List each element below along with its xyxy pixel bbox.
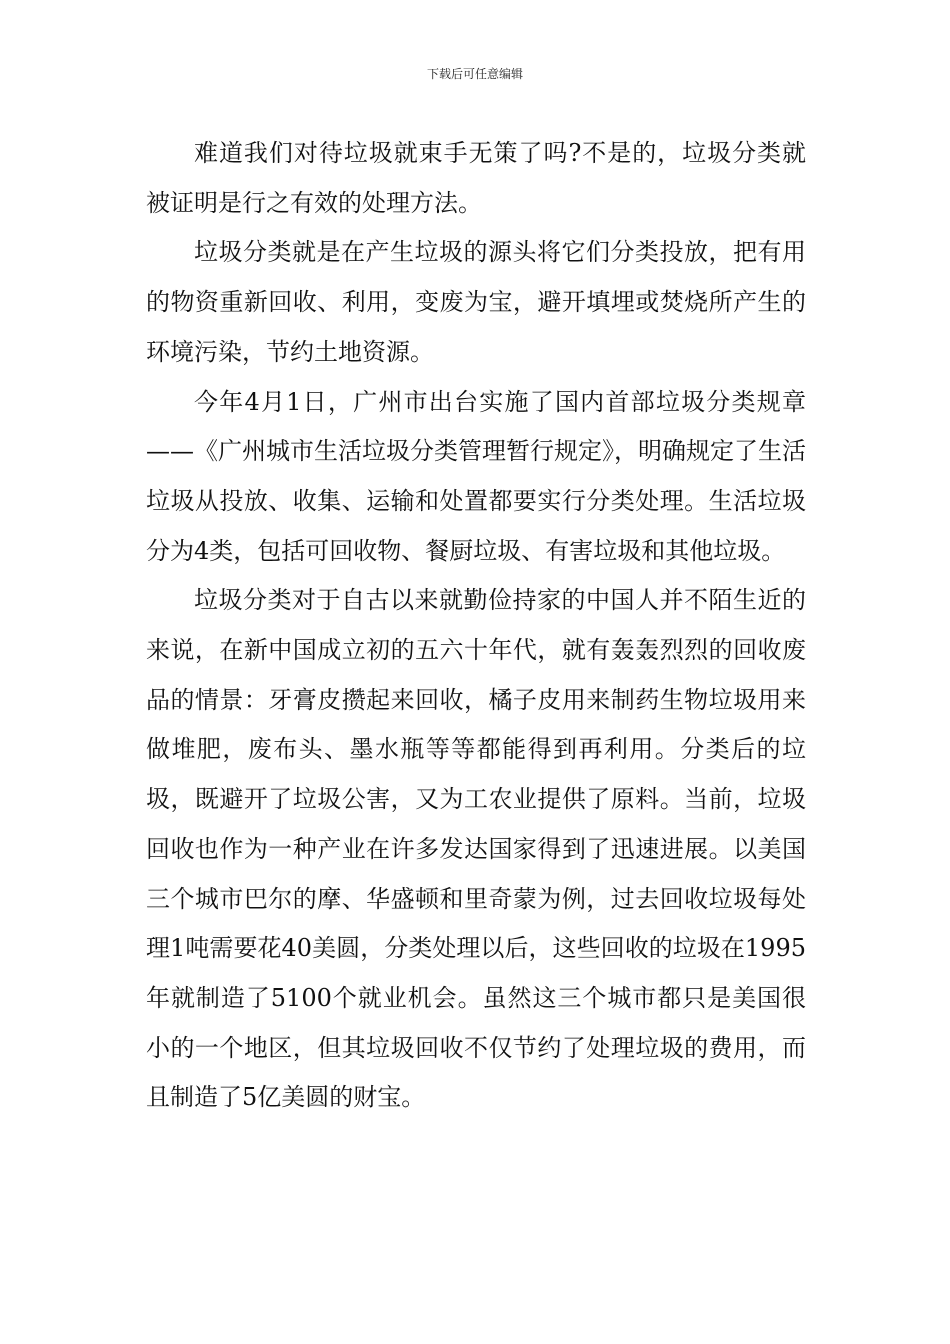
paragraph-3: 今年4月1日，广州市出台实施了国内首部垃圾分类规章——《广州城市生活垃圾分类管理暂行规定》，明确规定了生活垃圾从投放、收集、运输和处置都要实行分类处理。生活垃圾分为4类，包括可回收物、餐厨垃圾、有害垃圾和其他垃圾。 <box>146 387 806 565</box>
page-header: 下载后可任意编辑 <box>426 67 523 81</box>
paragraph-4: 垃圾分类对于自古以来就勤俭持家的中国人并不陌生近的来说，在新中国成立初的五六十年代，就有轰轰烈烈的回收废品的情景：牙膏皮攒起来回收，橘子皮用来制药生物垃圾用来做堆肥，废布头、墨水瓶等等都能得到再利用。分类后的垃圾，既避开了垃圾公害，又为工农业提供了原料。当前，垃圾回收也作为一种产业在许多发达国家得到了迅速进展。以美国三个城市巴尔的摩、华盛顿和里奇蒙为例，过去回收垃圾每处理1吨需要花40美圆，分类处理以后，这些回收的垃圾在1995年就制造了5100个就业机会。虽然这三个城市都只是美国很小的一个地区，但其垃圾回收不仅节约了处理垃圾的费用，而且制造了5亿美圆的财宝。 <box>146 586 806 1112</box>
paragraph-1: 难道我们对待垃圾就束手无策了吗?不是的，垃圾分类就被证明是行之有效的处理方法。 <box>146 139 806 217</box>
paragraph-2: 垃圾分类就是在产生垃圾的源头将它们分类投放，把有用的物资重新回收、利用，变废为宝，避开填埋或焚烧所产生的环境污染，节约土地资源。 <box>146 238 806 366</box>
document-body <box>146 129 806 1123</box>
